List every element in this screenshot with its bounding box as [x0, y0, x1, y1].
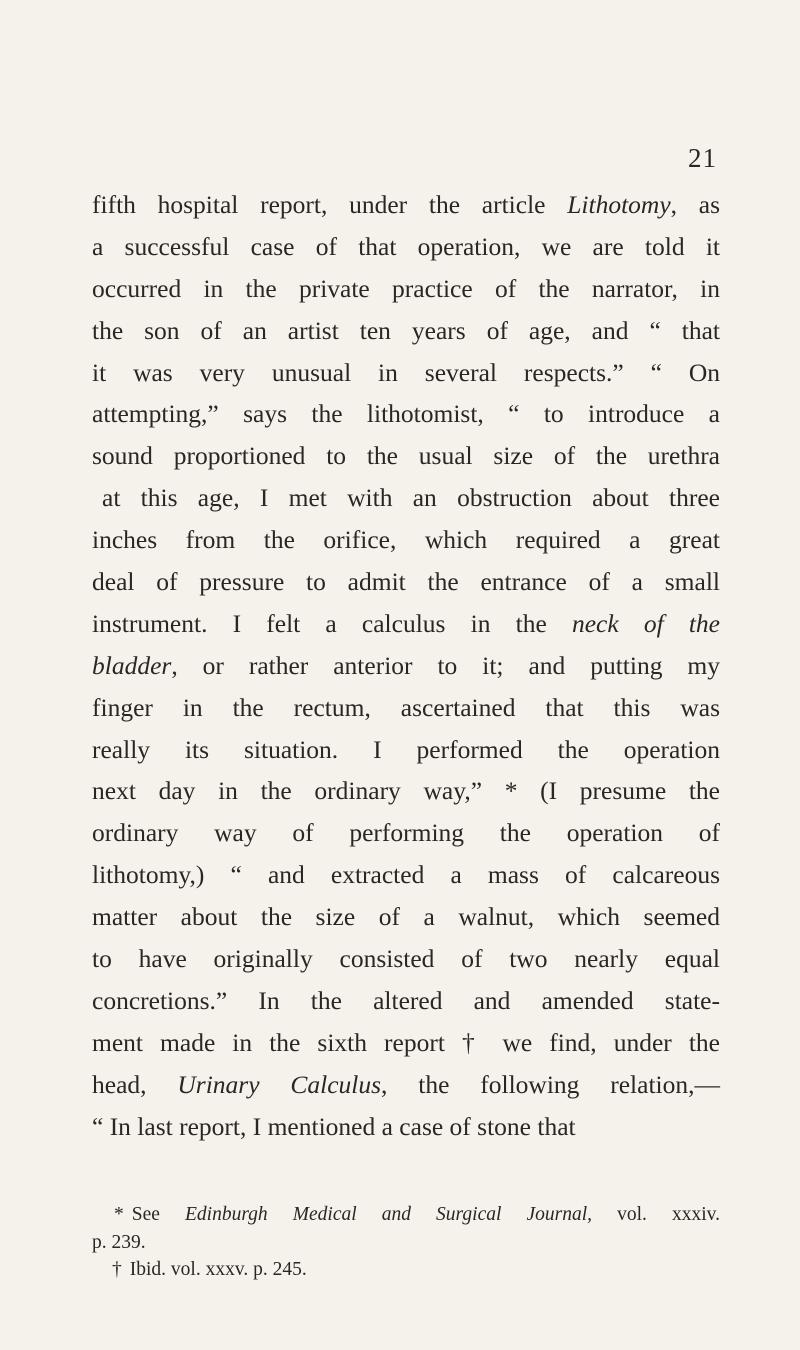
italic-run: Lithotomy — [567, 190, 671, 219]
text-line — [92, 770, 720, 812]
text-line — [92, 352, 720, 394]
text-line — [92, 561, 720, 603]
text-line — [92, 812, 720, 854]
text-line — [92, 477, 720, 519]
text-run: sound proportioned to the usual size of the urethra — [92, 441, 720, 471]
footnote-2-text: Ibid. vol. xxxv. p. 245. — [129, 1259, 307, 1280]
text-line — [92, 519, 720, 561]
text-run: ment made in the sixth report † we find, under the — [92, 1027, 720, 1057]
text-line — [92, 268, 720, 310]
text-line — [92, 435, 720, 477]
text-line — [92, 854, 720, 896]
text-line — [92, 1022, 720, 1064]
text-run: next day in the ordinary way,” * (I presume the — [92, 776, 720, 806]
italic-run: Urinary Calculus — [177, 1069, 382, 1099]
text-run: to have originally consisted of two nearly equal — [92, 944, 720, 974]
body-text — [92, 184, 720, 1147]
footnote-1-mark: * — [114, 1204, 124, 1225]
text-line — [92, 896, 720, 938]
footnote-1-pre: See — [131, 1204, 185, 1225]
footnotes — [92, 1201, 720, 1284]
text-run: , the following relation,— — [381, 1069, 721, 1099]
text-run: inches from the orifice, which required a great — [92, 525, 720, 555]
text-run: instrument. I felt a calculus in the — [92, 608, 572, 638]
text-line — [92, 1106, 720, 1148]
text-run: at this age, I met with an obstruction about three — [102, 483, 720, 513]
text-run: fifth hospital report, under the article — [92, 190, 568, 219]
text-run: matter about the size of a walnut, which seemed — [92, 902, 720, 932]
italic-run: neck of the — [571, 608, 720, 638]
text-run: occurred in the private practice of the narrator, in — [92, 273, 720, 303]
text-line — [92, 645, 720, 687]
text-line — [92, 980, 720, 1022]
text-run: finger in the rectum, ascertained that this was — [92, 692, 720, 722]
text-run: the son of an artist ten years of age, and “ that — [92, 315, 720, 345]
text-run: “ In last report, I mentioned a case of stone that — [92, 1111, 576, 1141]
footnote-1 — [92, 1201, 720, 1229]
footnote-1-continuation: p. 239. — [92, 1231, 146, 1253]
footnote-2-mark: † — [112, 1259, 122, 1280]
footnote-2 — [92, 1256, 720, 1284]
text-run: , as — [670, 190, 720, 219]
text-run: ordinary way of performing the operation of — [92, 818, 720, 848]
text-line — [92, 184, 720, 226]
text-run: it was very unusual in several respects.” “ On — [92, 357, 720, 387]
text-line — [92, 393, 720, 435]
text-line — [92, 310, 720, 352]
page-number: 21 — [688, 143, 717, 173]
italic-run: bladder — [92, 650, 172, 680]
text-run: , or rather anterior to it; and putting my — [171, 650, 720, 680]
text-line — [92, 687, 720, 729]
text-line — [92, 729, 720, 771]
text-run: lithotomy,) “ and extracted a mass of calcareous — [92, 860, 720, 890]
footnote-1-title: Edinburgh Medical and Surgical Journal, — [184, 1204, 593, 1225]
text-line — [92, 1064, 720, 1106]
text-line — [92, 603, 720, 645]
text-run: deal of pressure to admit the entrance of a small — [92, 567, 720, 597]
text-line — [92, 226, 720, 268]
footnote-1-post: vol. xxxiv. — [592, 1204, 720, 1225]
text-run: a successful case of that operation, we are told it — [92, 231, 720, 261]
text-run: head, — [92, 1069, 178, 1099]
text-line — [92, 938, 720, 980]
text-run: really its situation. I performed the operation — [92, 734, 720, 764]
text-run: attempting,” says the lithotomist, “ to introduce a — [92, 399, 720, 429]
text-run: concretions.” In the altered and amended state- — [92, 985, 720, 1015]
